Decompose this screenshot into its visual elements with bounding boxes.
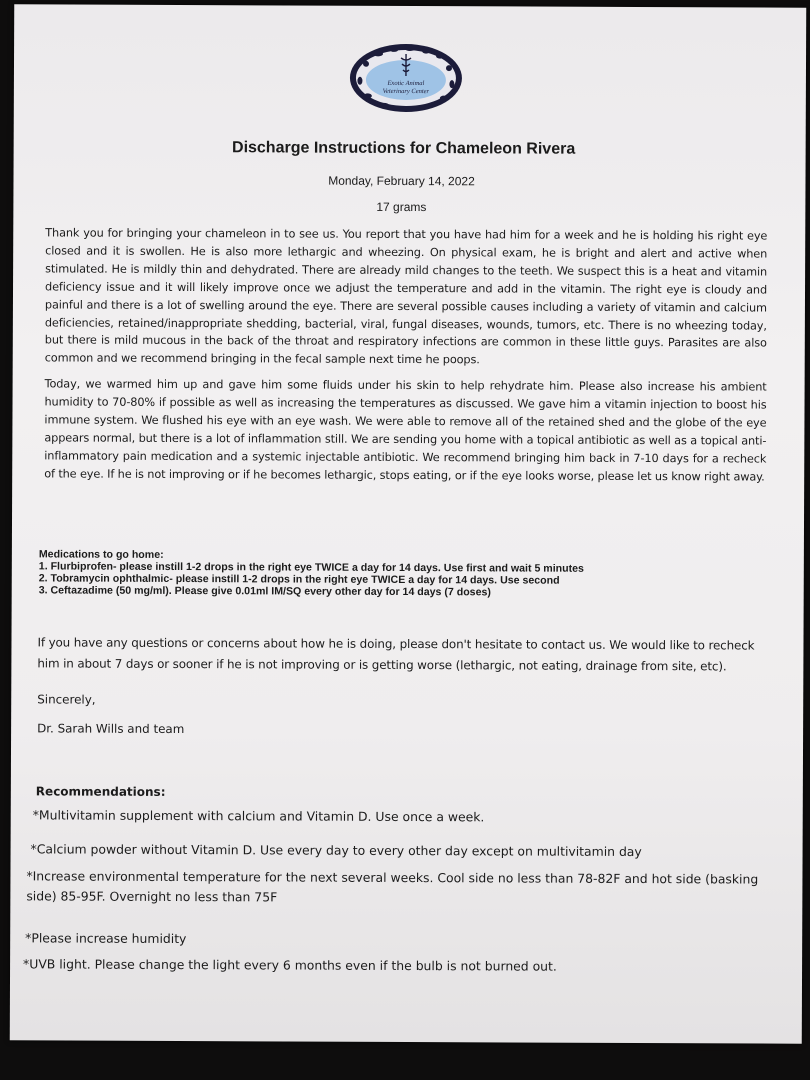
recommendation-item: *Multivitamin supplement with calcium and Vitamin D. Use once a week.: [32, 807, 485, 825]
treatment-paragraph: Today, we warmed him up and gave him some fluids under his skin to help rehydrate him. Please also increase his ambient humidity to 70-80% if possible as well as increasing the temperatures as discussed. We gave him a vitamin injection to boost his immune system. We flushed his eye with an eye wash. We were able to remove all of the retained shed and the globe of the eye appears normal, but there is a lot of inflammation still. We are sending you home with a topical antibiotic as well as a topical anti-inflammatory pain medication and a systemic injectable antibiotic. We recommend bringing him back in 7-10 days for a recheck of the eye. If he is not improving or if he becomes lethargic, stops eating, or if the eye looks worse, please let us know right away.: [44, 377, 767, 484]
document-title: Discharge Instructions for Chameleon Rivera: [231, 139, 576, 158]
discharge-document: [10, 4, 807, 1043]
closing-salutation: Sincerely,: [37, 692, 96, 707]
recommendation-item: *Increase environmental temperature for the next several weeks. Cool side no less than 78-82F and hot side (basking side) 85-95F. Overnight no less than 75F: [26, 868, 759, 905]
signature: Dr. Sarah Wills and team: [37, 721, 185, 737]
medications-section: [39, 548, 759, 599]
medications-heading: Medications to go home:: [38, 548, 164, 561]
logo-text-line1: Exotic Animal: [387, 79, 425, 88]
recommendations-heading: Recommendations:: [35, 784, 166, 799]
patient-weight: 17 grams: [376, 199, 427, 215]
medications-list: [39, 560, 759, 599]
clinic-logo: [348, 42, 464, 115]
recommendation-item: *Calcium powder without Vitamin D. Use every day to every other day except on multivitamin day: [30, 841, 642, 860]
exam-summary-paragraph: Thank you for bringing your chameleon in to see us. You report that you have had him for a week and he is holding his right eye closed and it is swollen. He is also more lethargic and wheezing. On physical exam, he is bright and alert and active when stimulated. He is mildly thin and dehydrated. There are already mild changes to the teeth. We suspect this is a heat and vitamin deficiency issue and it will likely improve once we adjust the temperature and add in the vitamin. The right eye is cloudy and painful and there is a lot of swelling around the eye. There are several possible causes including a variety of vitamin and calcium deficiencies, retained/inappropriate shedding, bacterial, viral, fungal diseases, wounds, tumors, etc. There is no wheezing today, but there is mild mucous in the back of the throat and respiratory infections are common in these little guys. Parasites are also common and we recommend bringing in the fecal sample next time he poops.: [44, 226, 768, 367]
logo-text-line2: Veterinary Center: [382, 87, 430, 96]
recommendation-item: *UVB light. Please change the light every 6 months even if the bulb is not burned out.: [23, 956, 557, 974]
medication-item: 3. Ceftazadime (50 mg/ml). Please give 0.01ml IM/SQ every other day for 14 days (7 doses): [38, 584, 491, 599]
medication-item: 1. Flurbiprofen- please instill 1-2 drops in the right eye TWICE a day for 14 days. Use first and wait 5 minutes: [38, 560, 584, 575]
medication-item: 2. Tobramycin ophthalmic- please instill 1-2 drops in the right eye TWICE a day for 14 days. Use second: [38, 572, 560, 587]
recommendation-item: *Please increase humidity: [25, 930, 187, 947]
contact-paragraph: If you have any questions or concerns about how he is doing, please don't hesitate to contact us. We would like to recheck him in about 7 days or sooner if he is not improving or is getting worse (lethargic, not eating, drainage from site, etc).: [37, 635, 755, 674]
visit-date: Monday, February 14, 2022: [328, 173, 475, 189]
